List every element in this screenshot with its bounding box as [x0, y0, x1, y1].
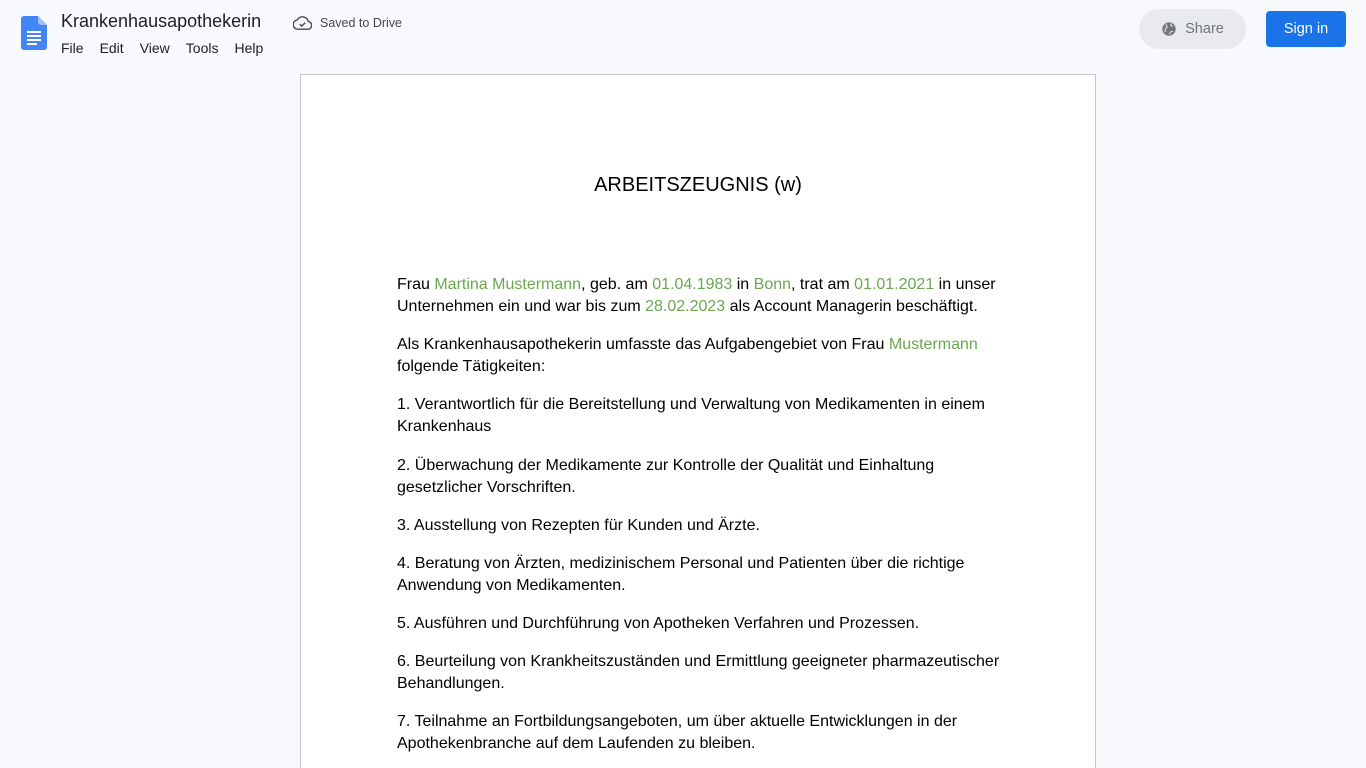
- scope-paragraph: [397, 334, 1009, 378]
- save-status-label: Saved to Drive: [320, 16, 402, 30]
- task-item-3: 3. Ausstellung von Rezepten für Kunden und Ärzte.: [397, 517, 760, 534]
- menu-tools[interactable]: Tools: [185, 40, 219, 56]
- intro-text-3: in: [732, 276, 754, 293]
- intro-paragraph: [397, 274, 1009, 318]
- share-button[interactable]: [1139, 9, 1246, 49]
- scope-text-1: Als Krankenhausapothekerin umfasste das Aufgabengebiet von Frau: [397, 336, 889, 353]
- document-title[interactable]: Krankenhausapothekerin: [61, 11, 262, 31]
- intro-text-1: Frau: [397, 276, 435, 293]
- task-item-1: 1. Verantwortlich für die Bereitstellung und Verwaltung von Medikamenten in einem Krankenhaus: [397, 396, 985, 435]
- globe-icon: [1161, 21, 1177, 37]
- menu-view[interactable]: View: [139, 40, 170, 56]
- end-date: 28.02.2023: [645, 298, 726, 315]
- intro-text-5: in unser Unternehmen ein und war bis zum: [397, 276, 996, 315]
- start-date: 01.01.2021: [854, 276, 935, 293]
- task-item-5: 5. Ausführen und Durchführung von Apotheken Verfahren und Prozessen.: [397, 615, 920, 632]
- share-label: Share: [1185, 21, 1224, 37]
- menu-edit[interactable]: Edit: [99, 40, 124, 56]
- google-docs-icon[interactable]: [21, 16, 47, 50]
- cloud-done-icon: [293, 16, 312, 30]
- intro-text-6: als Account Managerin beschäftigt.: [725, 298, 978, 315]
- top-bar: [0, 0, 1366, 64]
- scope-text-2: folgende Tätigkeiten:: [397, 358, 546, 375]
- task-item-2: 2. Überwachung der Medikamente zur Kontrolle der Qualität und Einhaltung gesetzlicher Vorschriften.: [397, 457, 935, 496]
- task-item-6: 6. Beurteilung von Krankheitszuständen und Ermittlung geeigneter pharmazeutischer Behandlungen.: [397, 653, 1000, 692]
- menu-bar: [53, 36, 271, 60]
- employee-name: Martina Mustermann: [434, 276, 582, 293]
- document-heading: ARBEITSZEUGNIS (w): [594, 174, 802, 196]
- intro-text-4: , trat am: [791, 276, 855, 293]
- menu-help[interactable]: Help: [234, 40, 264, 56]
- intro-text-2: , geb. am: [581, 276, 653, 293]
- sign-in-button[interactable]: Sign in: [1266, 11, 1346, 47]
- employee-surname: Mustermann: [888, 336, 978, 353]
- document-page[interactable]: [300, 74, 1096, 768]
- save-status[interactable]: [293, 14, 402, 32]
- task-item-7: 7. Teilnahme an Fortbildungsangeboten, um über aktuelle Entwicklungen in der Apothekenbranche auf dem Laufenden zu bleiben.: [397, 713, 958, 752]
- birth-date: 01.04.1983: [652, 276, 733, 293]
- task-item-4: 4. Beratung von Ärzten, medizinischem Personal und Patienten über die richtige Anwendung von Medikamenten.: [397, 555, 965, 594]
- menu-file[interactable]: File: [61, 40, 84, 56]
- birth-city: Bonn: [753, 276, 792, 293]
